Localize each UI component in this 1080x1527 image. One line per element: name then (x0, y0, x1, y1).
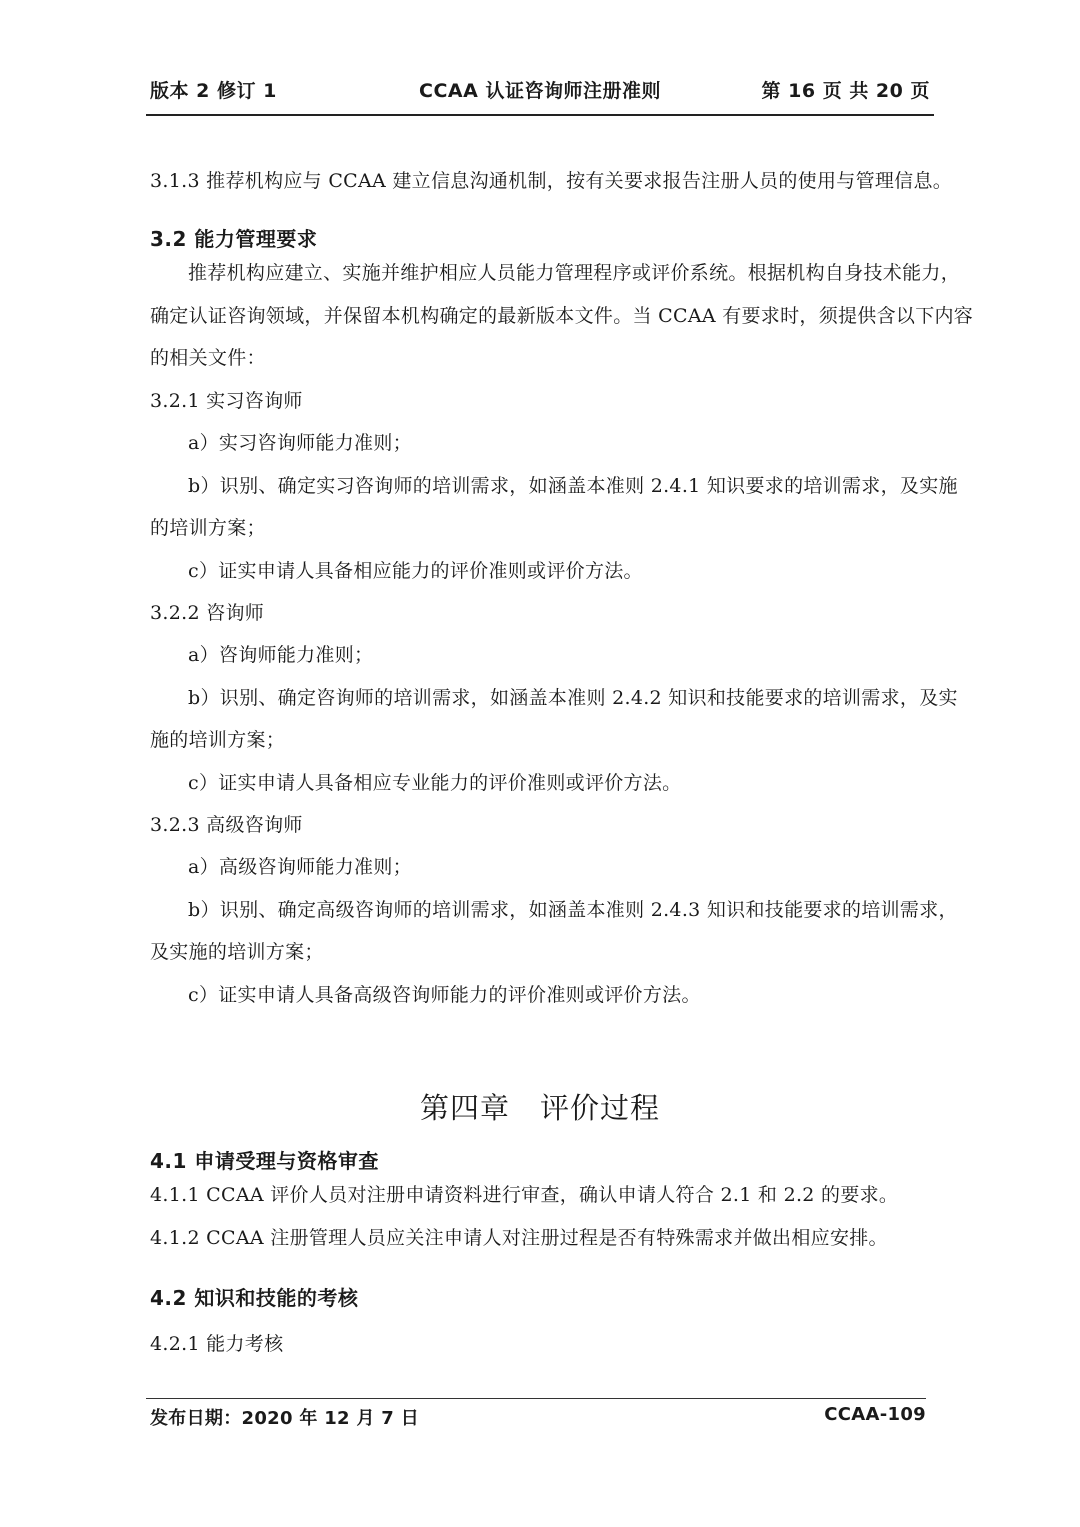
clause-3-1-3: 3.1.3 推荐机构应与 CCAA 建立信息沟通机制，按有关要求报告注册人员的使用与管理信息。 (150, 170, 953, 192)
paragraph-3-2-line-1: 推荐机构应建立、实施并维护相应人员能力管理程序或评价系统。根据机构自身技术能力， (188, 262, 961, 284)
list-item-3-2-3-b-line-1: b）识别、确定高级咨询师的培训需求，如涵盖本准则 2.4.3 知识和技能要求的培训需求， (188, 899, 958, 921)
header-document-title: CCAA 认证咨询师注册准则 (419, 80, 661, 102)
list-item-3-2-1-c: c）证实申请人具备相应能力的评价准则或评价方法。 (188, 560, 643, 582)
chapter-title: 第四章 评价过程 (419, 1091, 660, 1125)
list-item-3-2-1-b-line-2: 的培训方案； (150, 517, 266, 539)
paragraph-3-2-line-2: 确定认证咨询领域，并保留本机构确定的最新版本文件。当 CCAA 有要求时，须提供含以下内容 (150, 305, 974, 327)
clause-4-1-1: 4.1.1 CCAA 评价人员对注册申请资料进行审查，确认申请人符合 2.1 和 2.2 的要求。 (150, 1184, 899, 1206)
subsection-heading-4-2-1: 4.2.1 能力考核 (150, 1333, 284, 1355)
list-item-3-2-2-a: a）咨询师能力准则； (188, 644, 374, 666)
subsection-heading-3-2-2: 3.2.2 咨询师 (150, 602, 265, 624)
subsection-heading-3-2-3: 3.2.3 高级咨询师 (150, 814, 303, 836)
paragraph-3-2-line-3: 的相关文件： (150, 347, 266, 369)
header-page-number: 第 16 页 共 20 页 (761, 80, 930, 102)
list-item-3-2-1-b-line-1: b）识别、确定实习咨询师的培训需求，如涵盖本准则 2.4.1 知识要求的培训需求，及实施 (188, 475, 958, 497)
list-item-3-2-2-c: c）证实申请人具备相应专业能力的评价准则或评价方法。 (188, 772, 682, 794)
section-heading-4-1: 4.1 申请受理与资格审查 (150, 1149, 379, 1173)
list-item-3-2-2-b-line-2: 施的培训方案； (150, 729, 286, 751)
footer-publish-date: 发布日期：2020 年 12 月 7 日 (150, 1408, 420, 1429)
header-divider (146, 114, 934, 116)
list-item-3-2-3-a: a）高级咨询师能力准则； (188, 856, 412, 878)
list-item-3-2-3-b-line-2: 及实施的培训方案； (150, 941, 324, 963)
section-heading-3-2: 3.2 能力管理要求 (150, 227, 318, 251)
section-heading-4-2: 4.2 知识和技能的考核 (150, 1286, 359, 1310)
footer-document-code: CCAA-109 (824, 1404, 926, 1425)
clause-4-1-2: 4.1.2 CCAA 注册管理人员应关注申请人对注册过程是否有特殊需求并做出相应安排。 (150, 1227, 888, 1249)
subsection-heading-3-2-1: 3.2.1 实习咨询师 (150, 390, 303, 412)
header-version: 版本 2 修订 1 (150, 80, 277, 102)
list-item-3-2-1-a: a）实习咨询师能力准则； (188, 432, 412, 454)
footer-divider (146, 1398, 926, 1399)
list-item-3-2-3-c: c）证实申请人具备高级咨询师能力的评价准则或评价方法。 (188, 984, 701, 1006)
list-item-3-2-2-b-line-1: b）识别、确定咨询师的培训需求，如涵盖本准则 2.4.2 知识和技能要求的培训需求，及实 (188, 687, 958, 709)
